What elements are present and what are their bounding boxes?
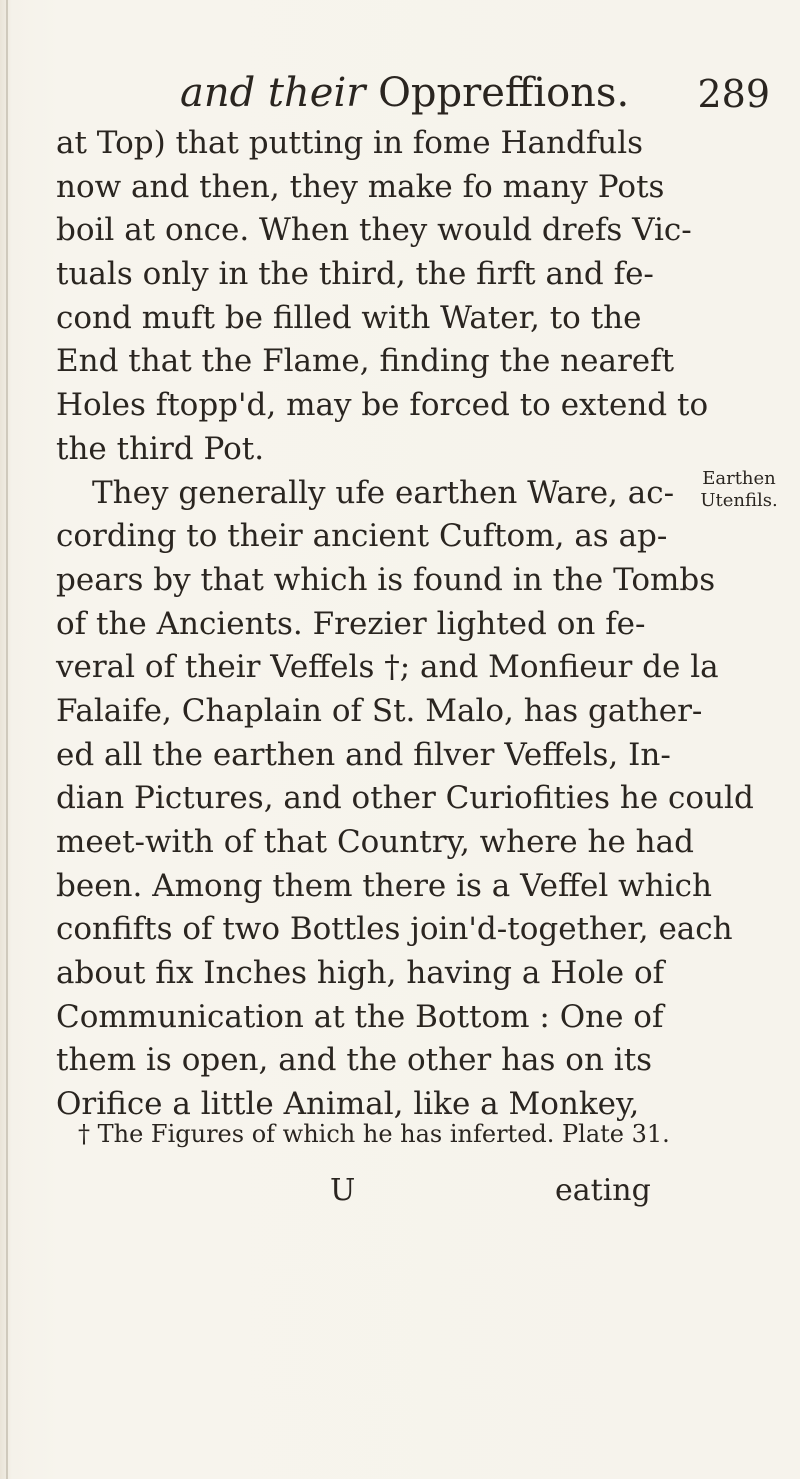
page-header [180, 70, 780, 120]
signature-mark: U [330, 1173, 356, 1208]
text-line: been. Among them there is a Veffel which [56, 867, 712, 904]
marginal-note [684, 468, 794, 512]
text-line: boil at once. When they would drefs Vic- [56, 212, 692, 249]
running-head-roman: Oppreffions. [378, 70, 630, 116]
text-line: of the Ancients. Frezier lighted on fe- [56, 605, 646, 642]
text-line: at Top) that putting in fome Handfuls [56, 125, 644, 161]
text-line: pears by that which is found in the Tombs [56, 561, 716, 598]
catchword: eating [555, 1173, 651, 1208]
text-line: cond muft be filled with Water, to the [56, 299, 642, 336]
text-line: cording to their ancient Cuftom, as ap- [56, 518, 668, 555]
page-number: 289 [697, 72, 770, 116]
marginal-note-line: Utenfils. [700, 490, 778, 511]
running-head-italic: and their [180, 70, 366, 116]
text-line: Holes ftopp'd, may be forced to extend to [56, 387, 709, 424]
text-line: veral of their Veffels †; and Monfieur de la [56, 649, 719, 686]
text-line: ed all the earthen and filver Veffels, In- [56, 736, 671, 773]
text-line: Falaife, Chaplain of St. Malo, has gather- [56, 692, 703, 729]
text-line: confifts of two Bottles join'd-together, each [56, 911, 733, 948]
text-line: now and then, they make fo many Pots [56, 168, 665, 205]
text-line: the third Pot. [56, 430, 265, 467]
text-line: about fix Inches high, having a Hole of [56, 955, 665, 992]
text-line: them is open, and the other has on its [56, 1042, 653, 1079]
text-line-paragraph-start: They generally ufe earthen Ware, ac- [92, 474, 675, 511]
running-head [180, 70, 629, 116]
text-line: Communication at the Bottom : One of [56, 998, 664, 1035]
page-footer [0, 1173, 800, 1209]
text-line: tuals only in the third, the firft and fe- [56, 256, 654, 293]
footnote: † The Figures of which he has inferted. Plate 31. [78, 1120, 670, 1148]
text-line: Orifice a little Animal, like a Monkey, [56, 1086, 640, 1123]
text-line: dian Pictures, and other Curiofities he could [56, 780, 754, 817]
page-spine-edge [6, 0, 8, 1479]
text-line: End that the Flame, finding the neareft [56, 343, 675, 380]
marginal-note-line: Earthen [702, 468, 776, 489]
text-line: meet-with of that Country, where he had [56, 824, 694, 860]
